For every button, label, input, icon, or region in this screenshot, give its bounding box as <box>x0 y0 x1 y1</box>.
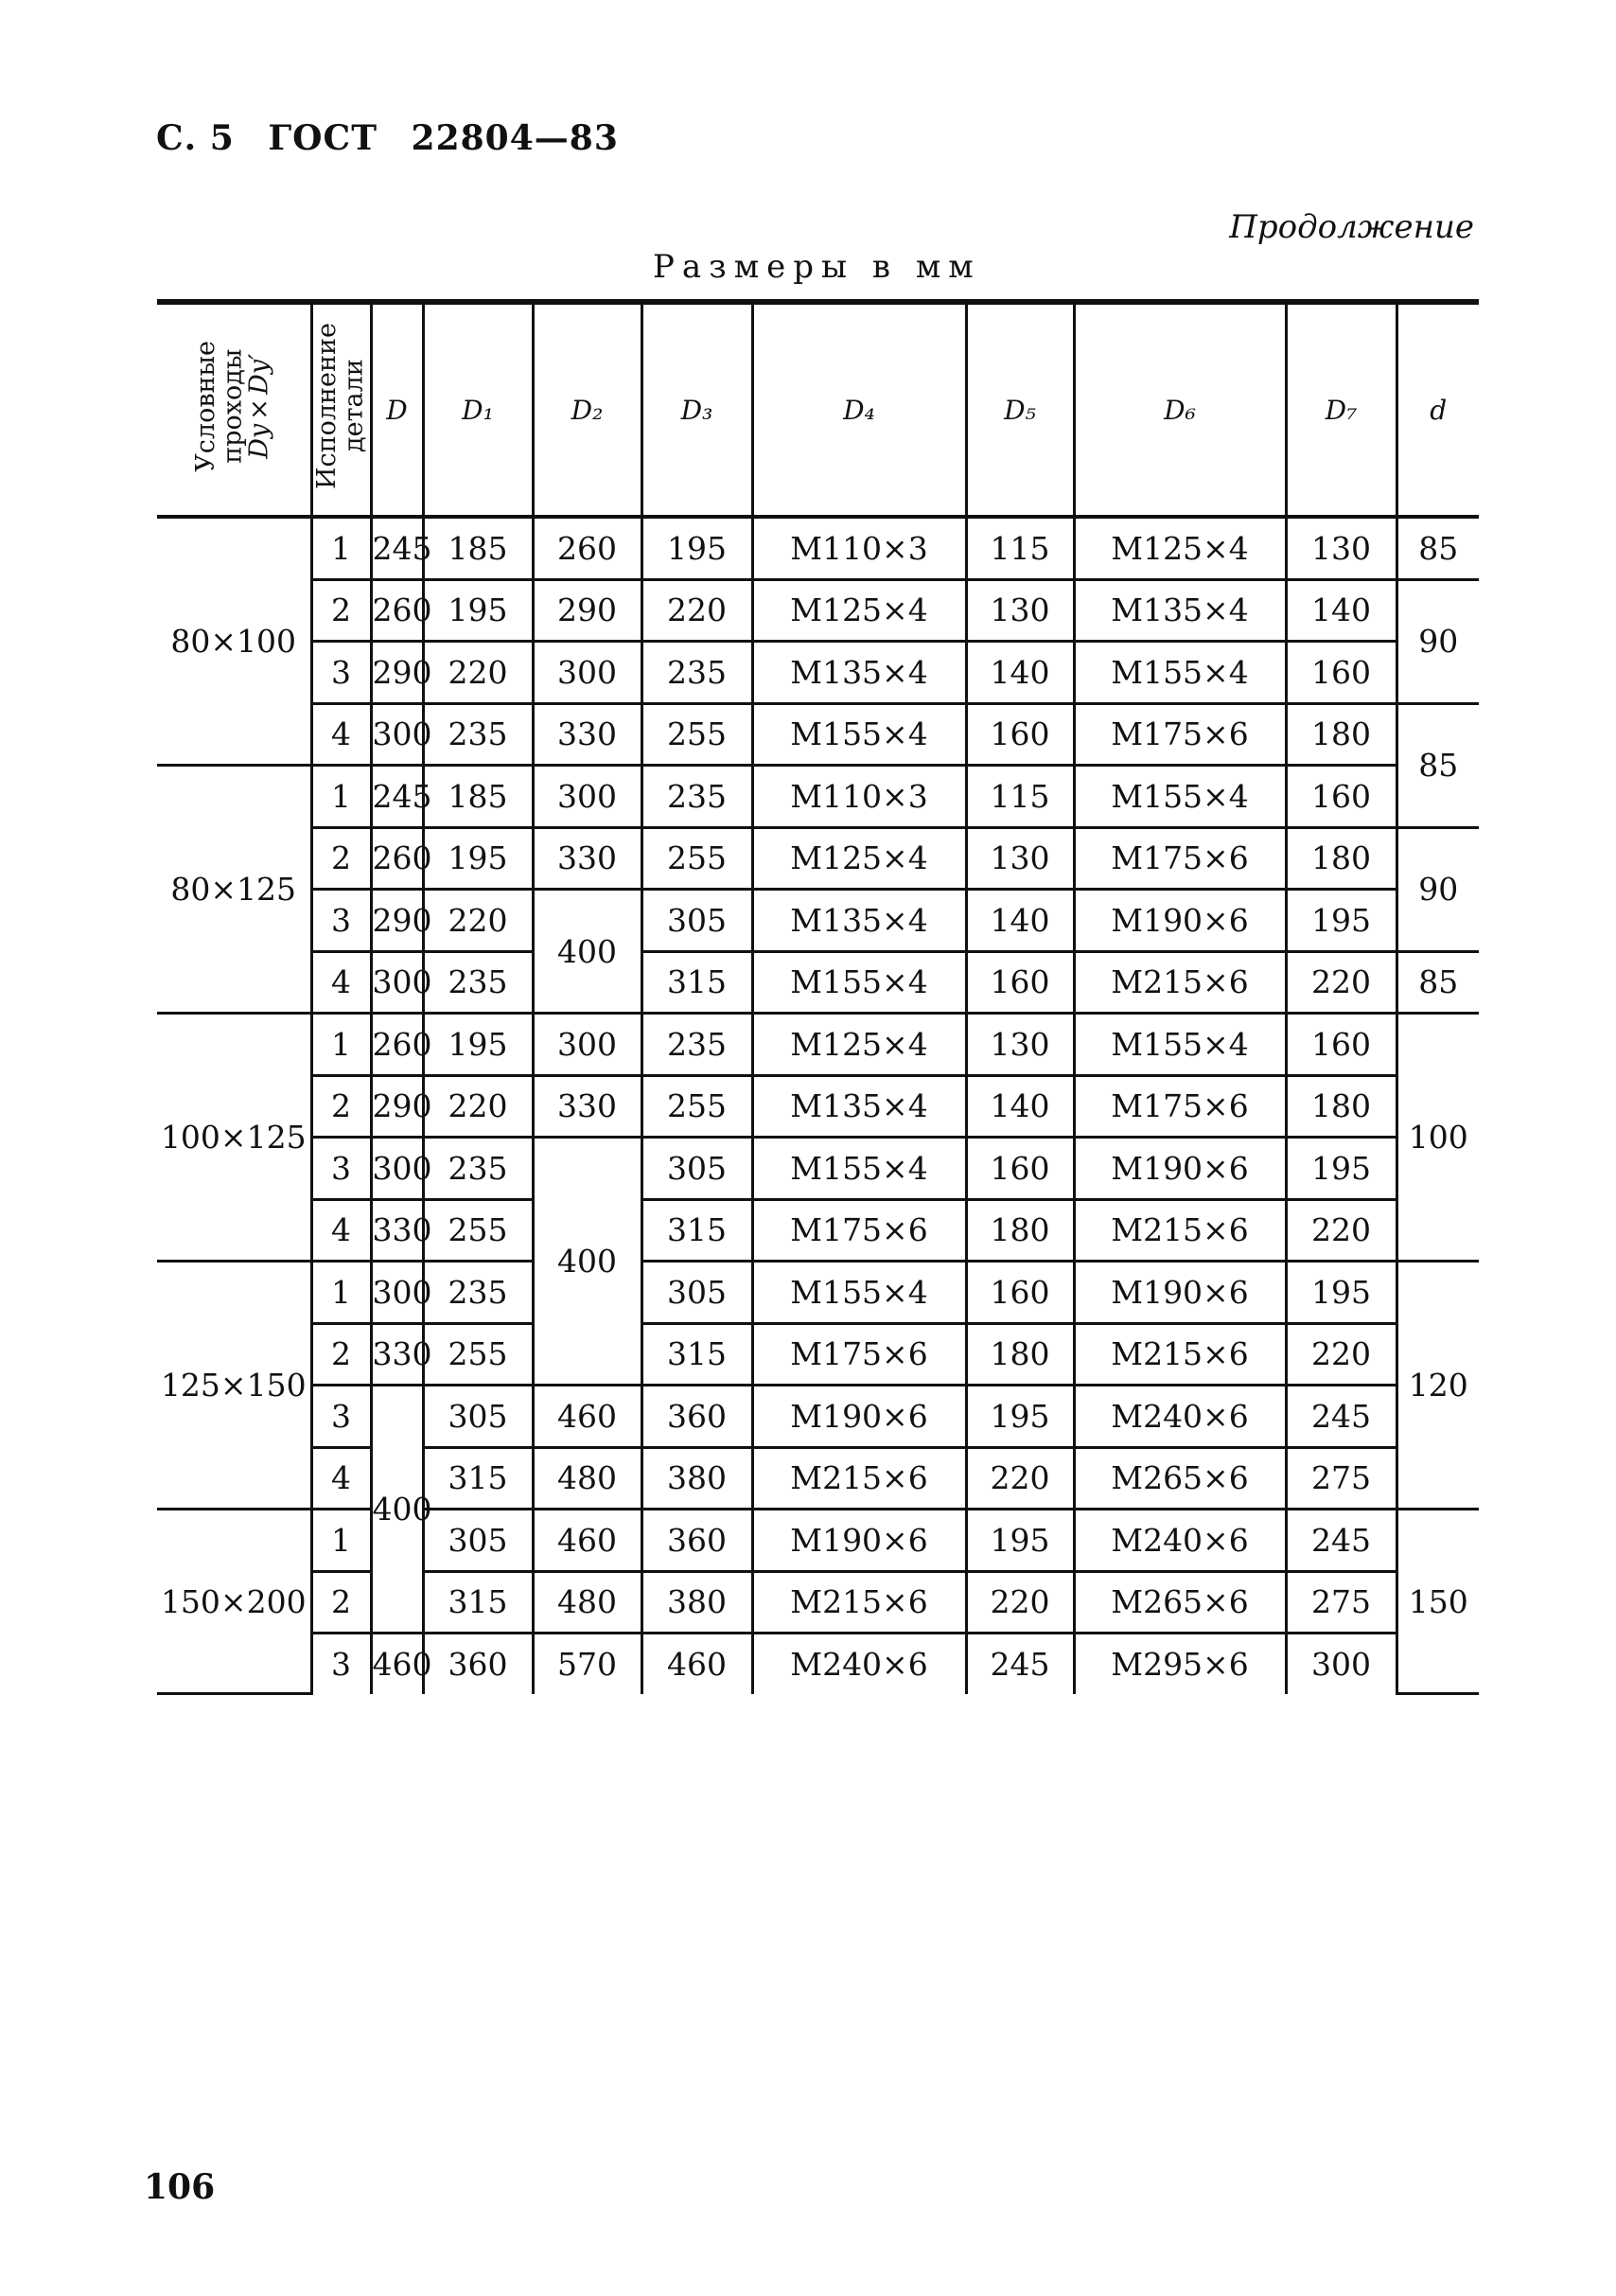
cell-D7: 275 <box>1286 1571 1396 1634</box>
cell-D: 300 <box>371 703 423 766</box>
cell-D2: 400 <box>533 1138 641 1386</box>
cell-D2: 460 <box>533 1386 641 1448</box>
cell-D3: 460 <box>641 1634 752 1694</box>
cell-D: 260 <box>371 579 423 642</box>
cell-D5: 130 <box>966 579 1074 642</box>
cell-d: 120 <box>1396 1262 1479 1510</box>
version-cell: 2 <box>311 1323 371 1386</box>
version-cell: 1 <box>311 1510 371 1572</box>
cell-D5: 130 <box>966 827 1074 890</box>
page-prefix: С. 5 <box>156 118 235 158</box>
header-D: D <box>371 302 423 517</box>
cell-D4: M190×6 <box>752 1386 966 1448</box>
table-row <box>157 1510 1479 1572</box>
cell-D6: M190×6 <box>1074 1262 1286 1324</box>
cell-D3: 360 <box>641 1386 752 1448</box>
cell-D4: M135×4 <box>752 890 966 952</box>
cell-D3: 220 <box>641 579 752 642</box>
version-cell: 1 <box>311 1262 371 1324</box>
header-d: d <box>1396 302 1479 517</box>
table-row <box>157 1138 1479 1200</box>
cell-D2: 570 <box>533 1634 641 1694</box>
cell-D1: 195 <box>423 1014 533 1076</box>
cell-D6: M175×6 <box>1074 827 1286 890</box>
cell-D7: 220 <box>1286 1199 1396 1262</box>
cell-D5: 115 <box>966 517 1074 579</box>
cell-D6: M215×6 <box>1074 1323 1286 1386</box>
cell-D1: 305 <box>423 1386 533 1448</box>
cell-D7: 300 <box>1286 1634 1396 1694</box>
cell-D3: 360 <box>641 1510 752 1572</box>
version-cell: 1 <box>311 1014 371 1076</box>
version-cell: 4 <box>311 951 371 1014</box>
cell-D7: 195 <box>1286 1262 1396 1324</box>
cell-D5: 160 <box>966 1138 1074 1200</box>
cell-D2: 300 <box>533 766 641 828</box>
cell-D2: 300 <box>533 1014 641 1076</box>
header-D3: D₃ <box>641 302 752 517</box>
cell-D1: 235 <box>423 1262 533 1324</box>
cell-D: 245 <box>371 517 423 579</box>
cell-D5: 140 <box>966 1075 1074 1138</box>
cell-D6: M190×6 <box>1074 890 1286 952</box>
cell-D6: M240×6 <box>1074 1386 1286 1448</box>
cell-D5: 115 <box>966 766 1074 828</box>
header-D1: D₁ <box>423 302 533 517</box>
cell-D5: 140 <box>966 890 1074 952</box>
cell-D3: 305 <box>641 1138 752 1200</box>
version-cell: 3 <box>311 1386 371 1448</box>
table-row <box>157 951 1479 1014</box>
standard-number: 22804—83 <box>411 118 619 158</box>
table-header-row <box>157 302 1479 517</box>
table-row <box>157 1262 1479 1324</box>
cell-D6: M155×4 <box>1074 1014 1286 1076</box>
cell-D2: 330 <box>533 827 641 890</box>
cell-D4: M175×6 <box>752 1199 966 1262</box>
cell-D6: M155×4 <box>1074 766 1286 828</box>
page-header <box>156 118 640 158</box>
cell-D2: 480 <box>533 1447 641 1510</box>
nominal-cell: 100×125 <box>157 1014 311 1262</box>
cell-D: 300 <box>371 1262 423 1324</box>
cell-D: 330 <box>371 1199 423 1262</box>
cell-D7: 195 <box>1286 1138 1396 1200</box>
cell-D2: 330 <box>533 703 641 766</box>
cell-D7: 195 <box>1286 890 1396 952</box>
version-cell: 2 <box>311 1075 371 1138</box>
nominal-cell: 125×150 <box>157 1262 311 1510</box>
cell-D3: 305 <box>641 1262 752 1324</box>
version-cell: 4 <box>311 1447 371 1510</box>
cell-D5: 160 <box>966 1262 1074 1324</box>
table-row <box>157 579 1479 642</box>
header-D2: D₂ <box>533 302 641 517</box>
cell-D4: M190×6 <box>752 1510 966 1572</box>
cell-D3: 305 <box>641 890 752 952</box>
table-row <box>157 766 1479 828</box>
cell-D7: 275 <box>1286 1447 1396 1510</box>
cell-D1: 360 <box>423 1634 533 1694</box>
cell-D1: 220 <box>423 642 533 704</box>
cell-D2: 300 <box>533 642 641 704</box>
cell-D7: 160 <box>1286 1014 1396 1076</box>
cell-D2: 290 <box>533 579 641 642</box>
cell-D5: 220 <box>966 1571 1074 1634</box>
version-cell: 3 <box>311 1138 371 1200</box>
header-nominal: Условные проходы Dy×Dy′ <box>157 302 311 517</box>
version-cell: 1 <box>311 766 371 828</box>
version-cell: 3 <box>311 642 371 704</box>
cell-D4: M155×4 <box>752 1138 966 1200</box>
cell-D7: 180 <box>1286 1075 1396 1138</box>
table-row <box>157 1386 1479 1448</box>
cell-D6: M155×4 <box>1074 642 1286 704</box>
cell-D4: M175×6 <box>752 1323 966 1386</box>
cell-D3: 315 <box>641 1323 752 1386</box>
standard-label: ГОСТ <box>268 118 378 158</box>
table-row <box>157 1075 1479 1138</box>
cell-D7: 160 <box>1286 642 1396 704</box>
cell-D6: M265×6 <box>1074 1447 1286 1510</box>
cell-D7: 140 <box>1286 579 1396 642</box>
table-row <box>157 1634 1479 1694</box>
cell-D7: 160 <box>1286 766 1396 828</box>
cell-D1: 255 <box>423 1199 533 1262</box>
cell-D4: M125×4 <box>752 1014 966 1076</box>
cell-D7: 245 <box>1286 1386 1396 1448</box>
header-D5: D₅ <box>966 302 1074 517</box>
cell-D4: M125×4 <box>752 579 966 642</box>
cell-D1: 195 <box>423 827 533 890</box>
cell-D1: 195 <box>423 579 533 642</box>
cell-D: 245 <box>371 766 423 828</box>
cell-D6: M125×4 <box>1074 517 1286 579</box>
version-cell: 1 <box>311 517 371 579</box>
cell-D: 260 <box>371 1014 423 1076</box>
cell-d: 150 <box>1396 1510 1479 1694</box>
cell-D4: M110×3 <box>752 517 966 579</box>
cell-D5: 195 <box>966 1386 1074 1448</box>
cell-D4: M240×6 <box>752 1634 966 1694</box>
cell-D3: 255 <box>641 827 752 890</box>
nominal-cell: 150×200 <box>157 1510 311 1694</box>
cell-D1: 305 <box>423 1510 533 1572</box>
table-row <box>157 517 1479 579</box>
cell-D1: 255 <box>423 1323 533 1386</box>
cell-D4: M155×4 <box>752 703 966 766</box>
cell-D6: M175×6 <box>1074 1075 1286 1138</box>
version-cell: 3 <box>311 890 371 952</box>
header-version: Исполнение детали <box>311 302 371 517</box>
table-row <box>157 1447 1479 1510</box>
cell-D3: 380 <box>641 1571 752 1634</box>
cell-D1: 185 <box>423 517 533 579</box>
cell-D4: M135×4 <box>752 642 966 704</box>
cell-D7: 180 <box>1286 827 1396 890</box>
nominal-cell: 80×125 <box>157 766 311 1014</box>
cell-D6: M135×4 <box>1074 579 1286 642</box>
cell-D6: M175×6 <box>1074 703 1286 766</box>
cell-D7: 220 <box>1286 1323 1396 1386</box>
cell-D1: 185 <box>423 766 533 828</box>
cell-D1: 235 <box>423 951 533 1014</box>
cell-D5: 180 <box>966 1199 1074 1262</box>
header-D7: D₇ <box>1286 302 1396 517</box>
cell-D7: 220 <box>1286 951 1396 1014</box>
cell-D: 300 <box>371 951 423 1014</box>
cell-D5: 130 <box>966 1014 1074 1076</box>
cell-D6: M240×6 <box>1074 1510 1286 1572</box>
cell-D6: M295×6 <box>1074 1634 1286 1694</box>
cell-D2: 480 <box>533 1571 641 1634</box>
cell-D4: M135×4 <box>752 1075 966 1138</box>
cell-D3: 235 <box>641 1014 752 1076</box>
table-row <box>157 890 1479 952</box>
cell-D1: 315 <box>423 1571 533 1634</box>
page-number: 106 <box>144 2167 216 2207</box>
nominal-cell: 80×100 <box>157 517 311 766</box>
table-row <box>157 642 1479 704</box>
cell-D1: 235 <box>423 703 533 766</box>
cell-D1: 235 <box>423 1138 533 1200</box>
cell-d: 85 <box>1396 517 1479 579</box>
cell-D6: M215×6 <box>1074 1199 1286 1262</box>
cell-D4: M155×4 <box>752 1262 966 1324</box>
cell-D5: 160 <box>966 703 1074 766</box>
version-cell: 4 <box>311 1199 371 1262</box>
cell-D3: 195 <box>641 517 752 579</box>
cell-D7: 245 <box>1286 1510 1396 1572</box>
table-row <box>157 827 1479 890</box>
cell-D3: 255 <box>641 703 752 766</box>
cell-D2: 460 <box>533 1510 641 1572</box>
cell-d: 90 <box>1396 827 1479 951</box>
cell-d: 85 <box>1396 703 1479 827</box>
header-D4: D₄ <box>752 302 966 517</box>
cell-D5: 245 <box>966 1634 1074 1694</box>
cell-d: 85 <box>1396 951 1479 1014</box>
cell-D4: M125×4 <box>752 827 966 890</box>
cell-D: 290 <box>371 1075 423 1138</box>
cell-D: 400 <box>371 1386 423 1634</box>
table-row <box>157 1323 1479 1386</box>
cell-D4: M110×3 <box>752 766 966 828</box>
header-D6: D₆ <box>1074 302 1286 517</box>
version-cell: 4 <box>311 703 371 766</box>
cell-D1: 220 <box>423 1075 533 1138</box>
table-row <box>157 1571 1479 1634</box>
table-row <box>157 1014 1479 1076</box>
cell-D5: 180 <box>966 1323 1074 1386</box>
version-cell: 2 <box>311 1571 371 1634</box>
cell-D: 290 <box>371 642 423 704</box>
cell-D3: 315 <box>641 1199 752 1262</box>
version-cell: 2 <box>311 827 371 890</box>
cell-D3: 255 <box>641 1075 752 1138</box>
cell-D: 330 <box>371 1323 423 1386</box>
cell-D1: 220 <box>423 890 533 952</box>
version-cell: 3 <box>311 1634 371 1694</box>
cell-D6: M265×6 <box>1074 1571 1286 1634</box>
dimensions-table <box>157 299 1479 1695</box>
cell-D1: 315 <box>423 1447 533 1510</box>
cell-D7: 130 <box>1286 517 1396 579</box>
cell-D7: 180 <box>1286 703 1396 766</box>
units-caption: Размеры в мм <box>653 248 981 286</box>
cell-D2: 330 <box>533 1075 641 1138</box>
table-row <box>157 1199 1479 1262</box>
cell-d: 90 <box>1396 579 1479 703</box>
cell-D3: 380 <box>641 1447 752 1510</box>
table-row <box>157 703 1479 766</box>
cell-D3: 315 <box>641 951 752 1014</box>
cell-D2: 400 <box>533 890 641 1014</box>
cell-D3: 235 <box>641 766 752 828</box>
cell-D4: M215×6 <box>752 1447 966 1510</box>
cell-D5: 195 <box>966 1510 1074 1572</box>
continuation-label: Продолжение <box>1229 208 1474 246</box>
cell-D: 290 <box>371 890 423 952</box>
cell-D4: M155×4 <box>752 951 966 1014</box>
cell-D5: 160 <box>966 951 1074 1014</box>
cell-D6: M215×6 <box>1074 951 1286 1014</box>
cell-D6: M190×6 <box>1074 1138 1286 1200</box>
cell-D: 260 <box>371 827 423 890</box>
cell-D2: 260 <box>533 517 641 579</box>
cell-D5: 220 <box>966 1447 1074 1510</box>
version-cell: 2 <box>311 579 371 642</box>
cell-D: 300 <box>371 1138 423 1200</box>
cell-d: 100 <box>1396 1014 1479 1262</box>
cell-D: 460 <box>371 1634 423 1694</box>
cell-D5: 140 <box>966 642 1074 704</box>
cell-D4: M215×6 <box>752 1571 966 1634</box>
cell-D3: 235 <box>641 642 752 704</box>
